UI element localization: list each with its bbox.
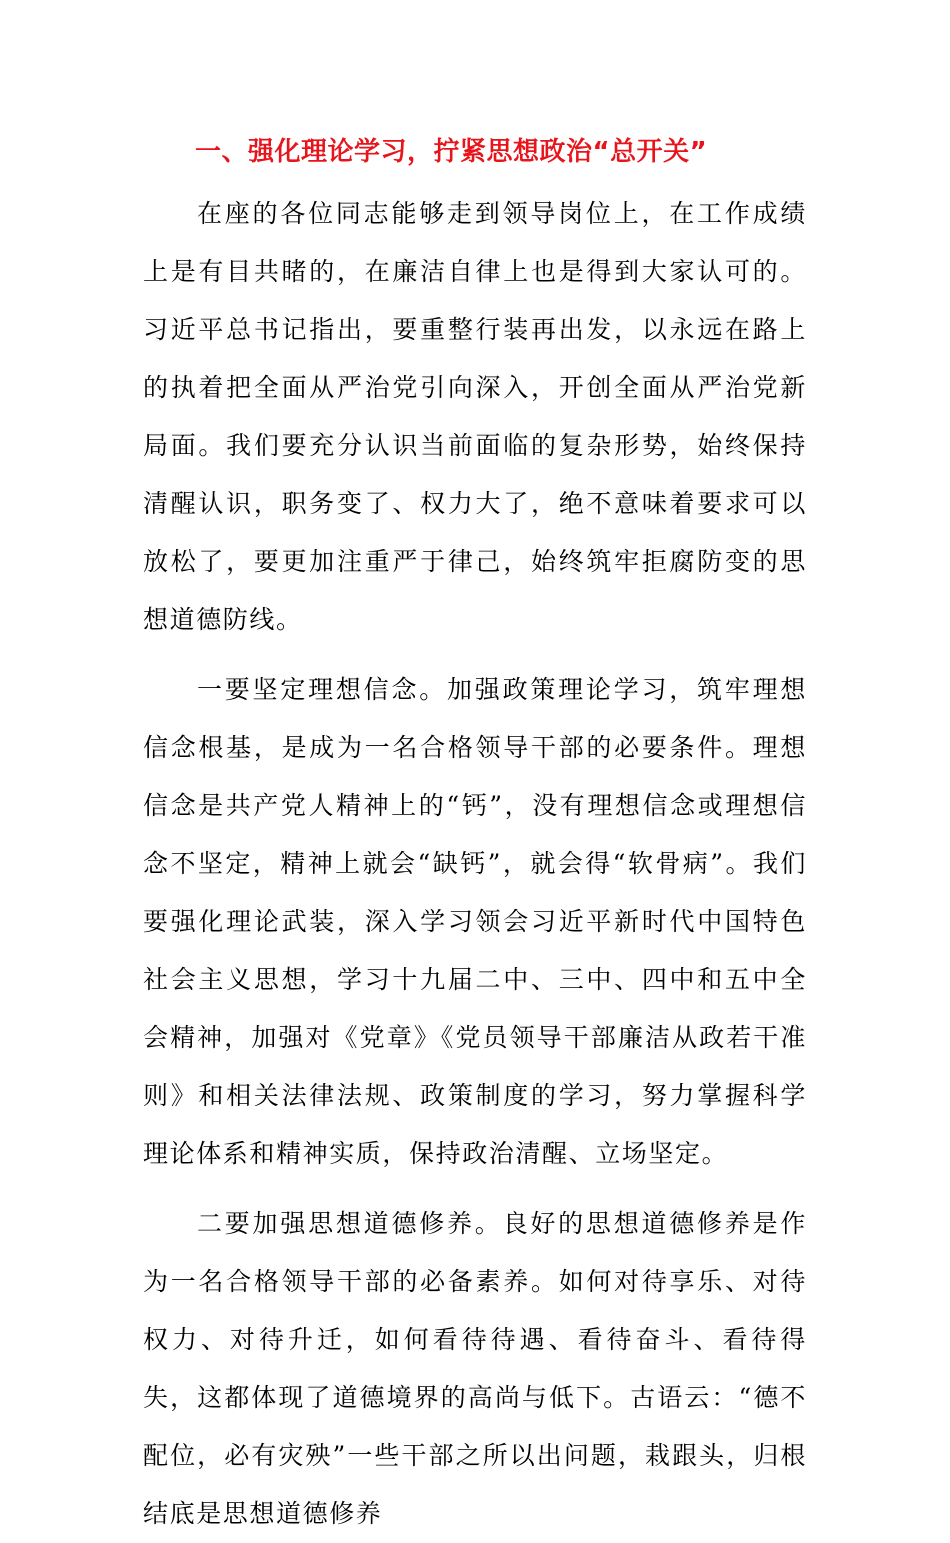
paragraph-morality: 二要加强思想道德修养。良好的思想道德修养是作为一名合格领导干部的必备素养。如何对待享乐、对待权力、对待升迁，如何看待待遇、看待奋斗、看待得失，这都体现了道德境界的高尚与低下。古语云：“德不配位，必有灾殃”一些干部之所以出问题，栽跟头，归根结底是思想道德修养: [143, 1209, 807, 1528]
paragraph-ideals: 一要坚定理想信念。加强政策理论学习，筑牢理想信念根基，是成为一名合格领导干部的必要条件。理想信念是共产党人精神上的“钙”，没有理想信念或理想信念不坚定，精神上就会“缺钙”，就会得“软骨病”。我们要强化理论武装，深入学习领会习近平新时代中国特色社会主义思想，学习十九届二中、三中、四中和五中全会精神，加强对《党章》《党员领导干部廉洁从政若干准则》和相关法律法规、政策制度的学习，努力掌握科学理论体系和精神实质，保持政治清醒、立场坚定。: [143, 675, 807, 1168]
document-body: [143, 130, 807, 1543]
paragraph-intro: 在座的各位同志能够走到领导岗位上，在工作成绩上是有目共睹的，在廉洁自律上也是得到大家认可的。习近平总书记指出，要重整行装再出发，以永远在路上的执着把全面从严治党引向深入，开创全面从严治党新局面。我们要充分认识当前面临的复杂形势，始终保持清醒认识，职务变了、权力大了，绝不意味着要求可以放松了，要更加注重严于律己，始终筑牢拒腐防变的思想道德防线。: [143, 199, 807, 634]
section-heading: 一、强化理论学习，拧紧思想政治“总开关”: [195, 137, 708, 167]
